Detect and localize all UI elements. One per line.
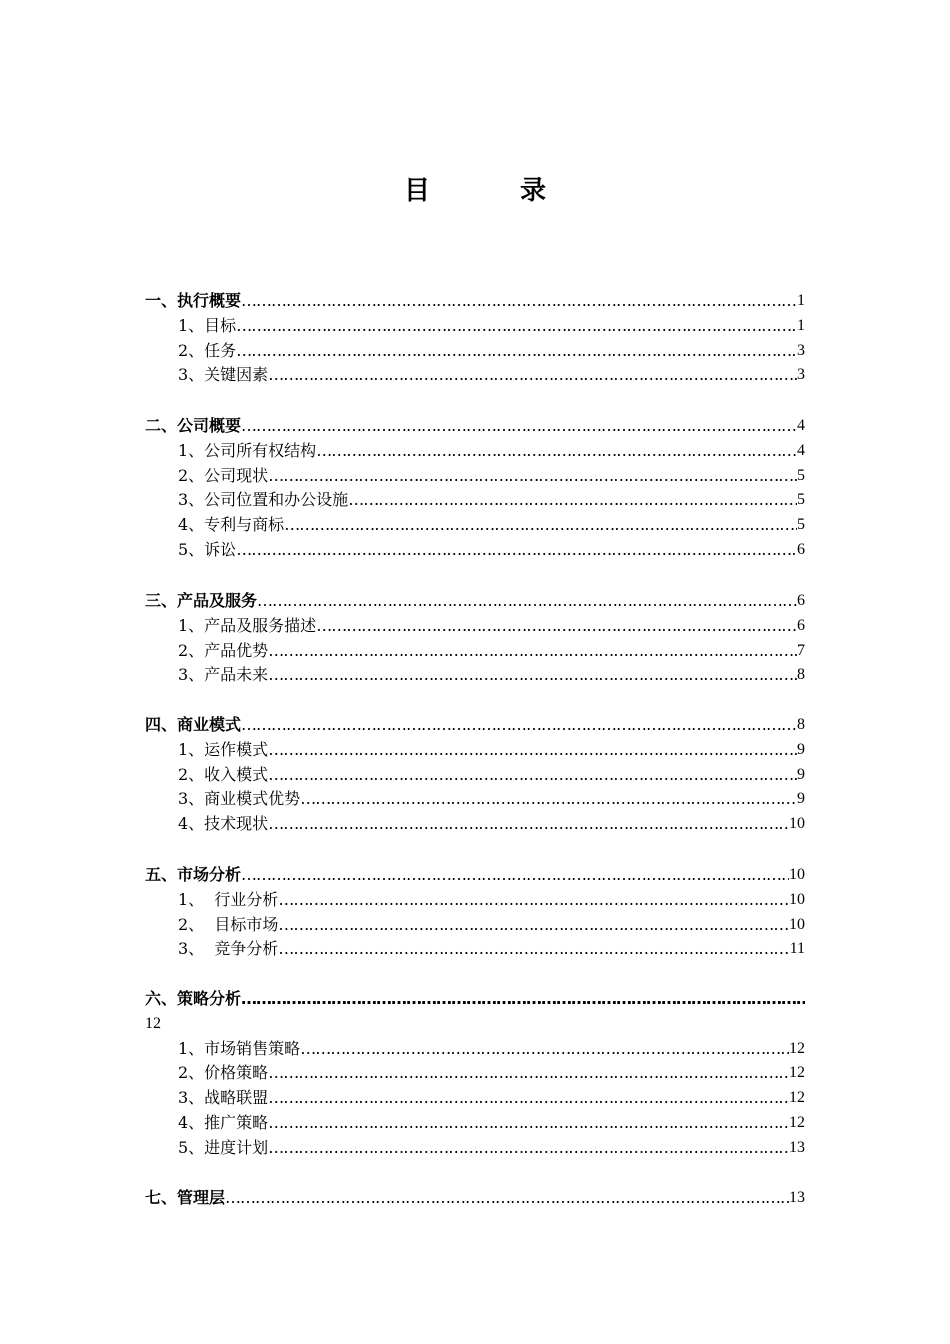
toc-item-row[interactable] — [178, 1110, 805, 1135]
toc-section-row[interactable] — [145, 986, 805, 1011]
toc-leader-dots — [278, 936, 789, 961]
toc-page-number: 11 — [789, 940, 805, 958]
toc-page-number: 10 — [789, 866, 805, 883]
toc-item-label: 1、市场销售策略 — [178, 1038, 301, 1058]
toc-leader-dots — [268, 362, 797, 387]
toc-section-row[interactable] — [145, 712, 805, 737]
toc-leader-dots — [241, 712, 797, 737]
toc-page-number: 4 — [797, 417, 805, 434]
toc-item-label: 2、任务 — [178, 340, 237, 360]
toc-item-row[interactable] — [178, 487, 805, 512]
toc-leader-dots — [268, 811, 789, 836]
toc-section-label: 七、管理层 — [145, 1188, 226, 1207]
toc-section-row[interactable] — [145, 1185, 805, 1210]
toc-page-number: 6 — [797, 592, 805, 609]
toc-item-label: 4、推广策略 — [178, 1113, 269, 1132]
toc-page-number: 12 — [789, 1039, 805, 1057]
toc-page-number: 12 — [145, 1014, 161, 1032]
toc-item-row[interactable] — [178, 463, 805, 488]
title-char-2: 录 — [520, 176, 547, 206]
toc-item-label: 3、关键因素 — [178, 365, 269, 385]
toc-item-label: 2、产品优势 — [178, 640, 269, 660]
toc-item-label: 3、商业模式优势 — [178, 789, 301, 809]
toc-item-label: 1、 行业分析 — [178, 889, 279, 909]
toc-item-row[interactable] — [178, 811, 805, 836]
toc-item-row[interactable] — [178, 887, 805, 912]
toc-leader-dots — [300, 786, 797, 811]
toc-item-row[interactable] — [178, 512, 805, 537]
toc-page-number: 5 — [797, 466, 805, 484]
toc-page-number: 10 — [789, 890, 805, 908]
toc-item-row[interactable] — [178, 338, 805, 363]
toc-item-label: 2、收入模式 — [178, 764, 269, 784]
toc-page-number: 9 — [797, 790, 805, 808]
toc-page-number: 8 — [797, 716, 805, 733]
toc-page-number: 1 — [797, 316, 805, 334]
toc-item-row[interactable] — [178, 912, 805, 937]
toc-section-label: 三、产品及服务 — [145, 591, 258, 610]
toc-item-row[interactable] — [178, 1085, 805, 1110]
toc-item-label: 2、 目标市场 — [178, 914, 279, 934]
toc-leader-dots — [268, 463, 797, 488]
toc-section-row[interactable] — [145, 413, 805, 438]
toc-item-row[interactable] — [178, 313, 805, 338]
toc-leader-dots — [268, 762, 797, 787]
toc-item-label: 1、产品及服务描述 — [178, 615, 317, 635]
toc-item-label: 4、专利与商标 — [178, 515, 285, 535]
toc-page-number: 4 — [797, 441, 805, 459]
toc-page-number: 1 — [797, 292, 805, 309]
toc-leader-dots — [284, 512, 797, 537]
toc-page-number: 7 — [797, 641, 805, 659]
toc-leader-dots — [241, 862, 789, 887]
title-char-1: 目 — [403, 176, 430, 206]
toc-leader-dots — [236, 537, 797, 562]
toc-item-label: 3、战略联盟 — [178, 1088, 269, 1108]
toc-item-label: 3、公司位置和办公设施 — [178, 490, 349, 510]
toc-page-number: 3 — [797, 341, 805, 359]
toc-leader-dots — [348, 487, 797, 512]
toc-page-number: 8 — [797, 666, 805, 684]
toc-item-label: 2、价格策略 — [178, 1063, 269, 1083]
toc-item-row[interactable] — [178, 1036, 805, 1061]
toc-leader-dots — [268, 1110, 789, 1135]
toc-item-row[interactable] — [178, 737, 805, 762]
toc-page-number: 9 — [797, 765, 805, 783]
toc-leader-dots — [316, 613, 797, 638]
toc-item-label: 1、公司所有权结构 — [178, 440, 317, 460]
toc-leader-dots — [278, 887, 789, 912]
toc-item-row[interactable] — [178, 613, 805, 638]
toc-leader-dots — [278, 912, 789, 937]
toc-item-row[interactable] — [178, 638, 805, 663]
toc-leader-dots — [257, 588, 797, 613]
toc-page-number: 12 — [789, 1114, 805, 1131]
toc-item-row[interactable] — [178, 786, 805, 811]
toc-section-label: 五、市场分析 — [145, 865, 242, 884]
toc-page-number: 9 — [797, 740, 805, 758]
toc-section-row[interactable] — [145, 862, 805, 887]
toc-item-label: 4、技术现状 — [178, 814, 269, 834]
toc-item-row[interactable] — [178, 362, 805, 387]
toc-leader-dots — [241, 986, 805, 1011]
toc-page-number: 13 — [789, 1189, 805, 1206]
toc-section-row[interactable] — [145, 288, 805, 313]
toc-leader-dots — [241, 413, 797, 438]
toc-item-label: 5、诉讼 — [178, 540, 237, 559]
toc-page-number: 6 — [797, 616, 805, 634]
toc-item-row[interactable] — [178, 662, 805, 687]
toc-leader-dots — [300, 1036, 789, 1061]
toc-page-number: 10 — [789, 815, 805, 833]
toc-leader-dots — [268, 1135, 789, 1160]
toc-page-number: 10 — [789, 915, 805, 933]
toc-leader-dots — [236, 338, 797, 363]
toc-section-row[interactable] — [145, 588, 805, 613]
toc-item-label: 5、进度计划 — [178, 1137, 269, 1157]
toc-page-number: 5 — [797, 516, 805, 534]
toc-item-row[interactable] — [178, 762, 805, 787]
toc-leader-dots — [268, 1085, 789, 1110]
toc-item-label: 3、产品未来 — [178, 665, 269, 685]
toc-leader-dots — [268, 737, 797, 762]
toc-item-label: 3、 竞争分析 — [178, 939, 279, 959]
toc-section-label: 六、策略分析 — [145, 989, 242, 1008]
toc-item-row[interactable] — [178, 438, 805, 463]
toc-page-number: 5 — [797, 491, 805, 509]
toc-leader-dots — [236, 313, 797, 338]
toc-page-number: 3 — [797, 366, 805, 384]
toc-leader-dots — [316, 438, 797, 463]
toc-section-label: 一、执行概要 — [145, 291, 242, 310]
toc-leader-dots — [268, 1060, 789, 1085]
toc-page-number: 6 — [797, 541, 805, 558]
toc-section-label: 四、商业模式 — [145, 715, 242, 734]
toc-section-label: 二、公司概要 — [145, 416, 242, 435]
toc-page-number: 12 — [789, 1064, 805, 1082]
toc-item-label: 1、目标 — [178, 315, 237, 335]
toc-leader-dots — [268, 638, 797, 663]
toc-item-row[interactable] — [178, 1060, 805, 1085]
toc-item-label: 2、公司现状 — [178, 465, 269, 485]
toc-item-label: 1、运作模式 — [178, 739, 269, 759]
toc-item-row[interactable] — [178, 537, 805, 562]
toc-leader-dots — [268, 662, 797, 687]
page-title — [0, 170, 950, 207]
toc-item-row[interactable] — [178, 936, 805, 961]
toc-leader-dots — [241, 288, 797, 313]
toc-page-number: 13 — [789, 1138, 805, 1156]
toc-leader-dots — [225, 1185, 789, 1210]
toc-item-row[interactable] — [178, 1135, 805, 1160]
toc-page-number: 12 — [789, 1089, 805, 1107]
